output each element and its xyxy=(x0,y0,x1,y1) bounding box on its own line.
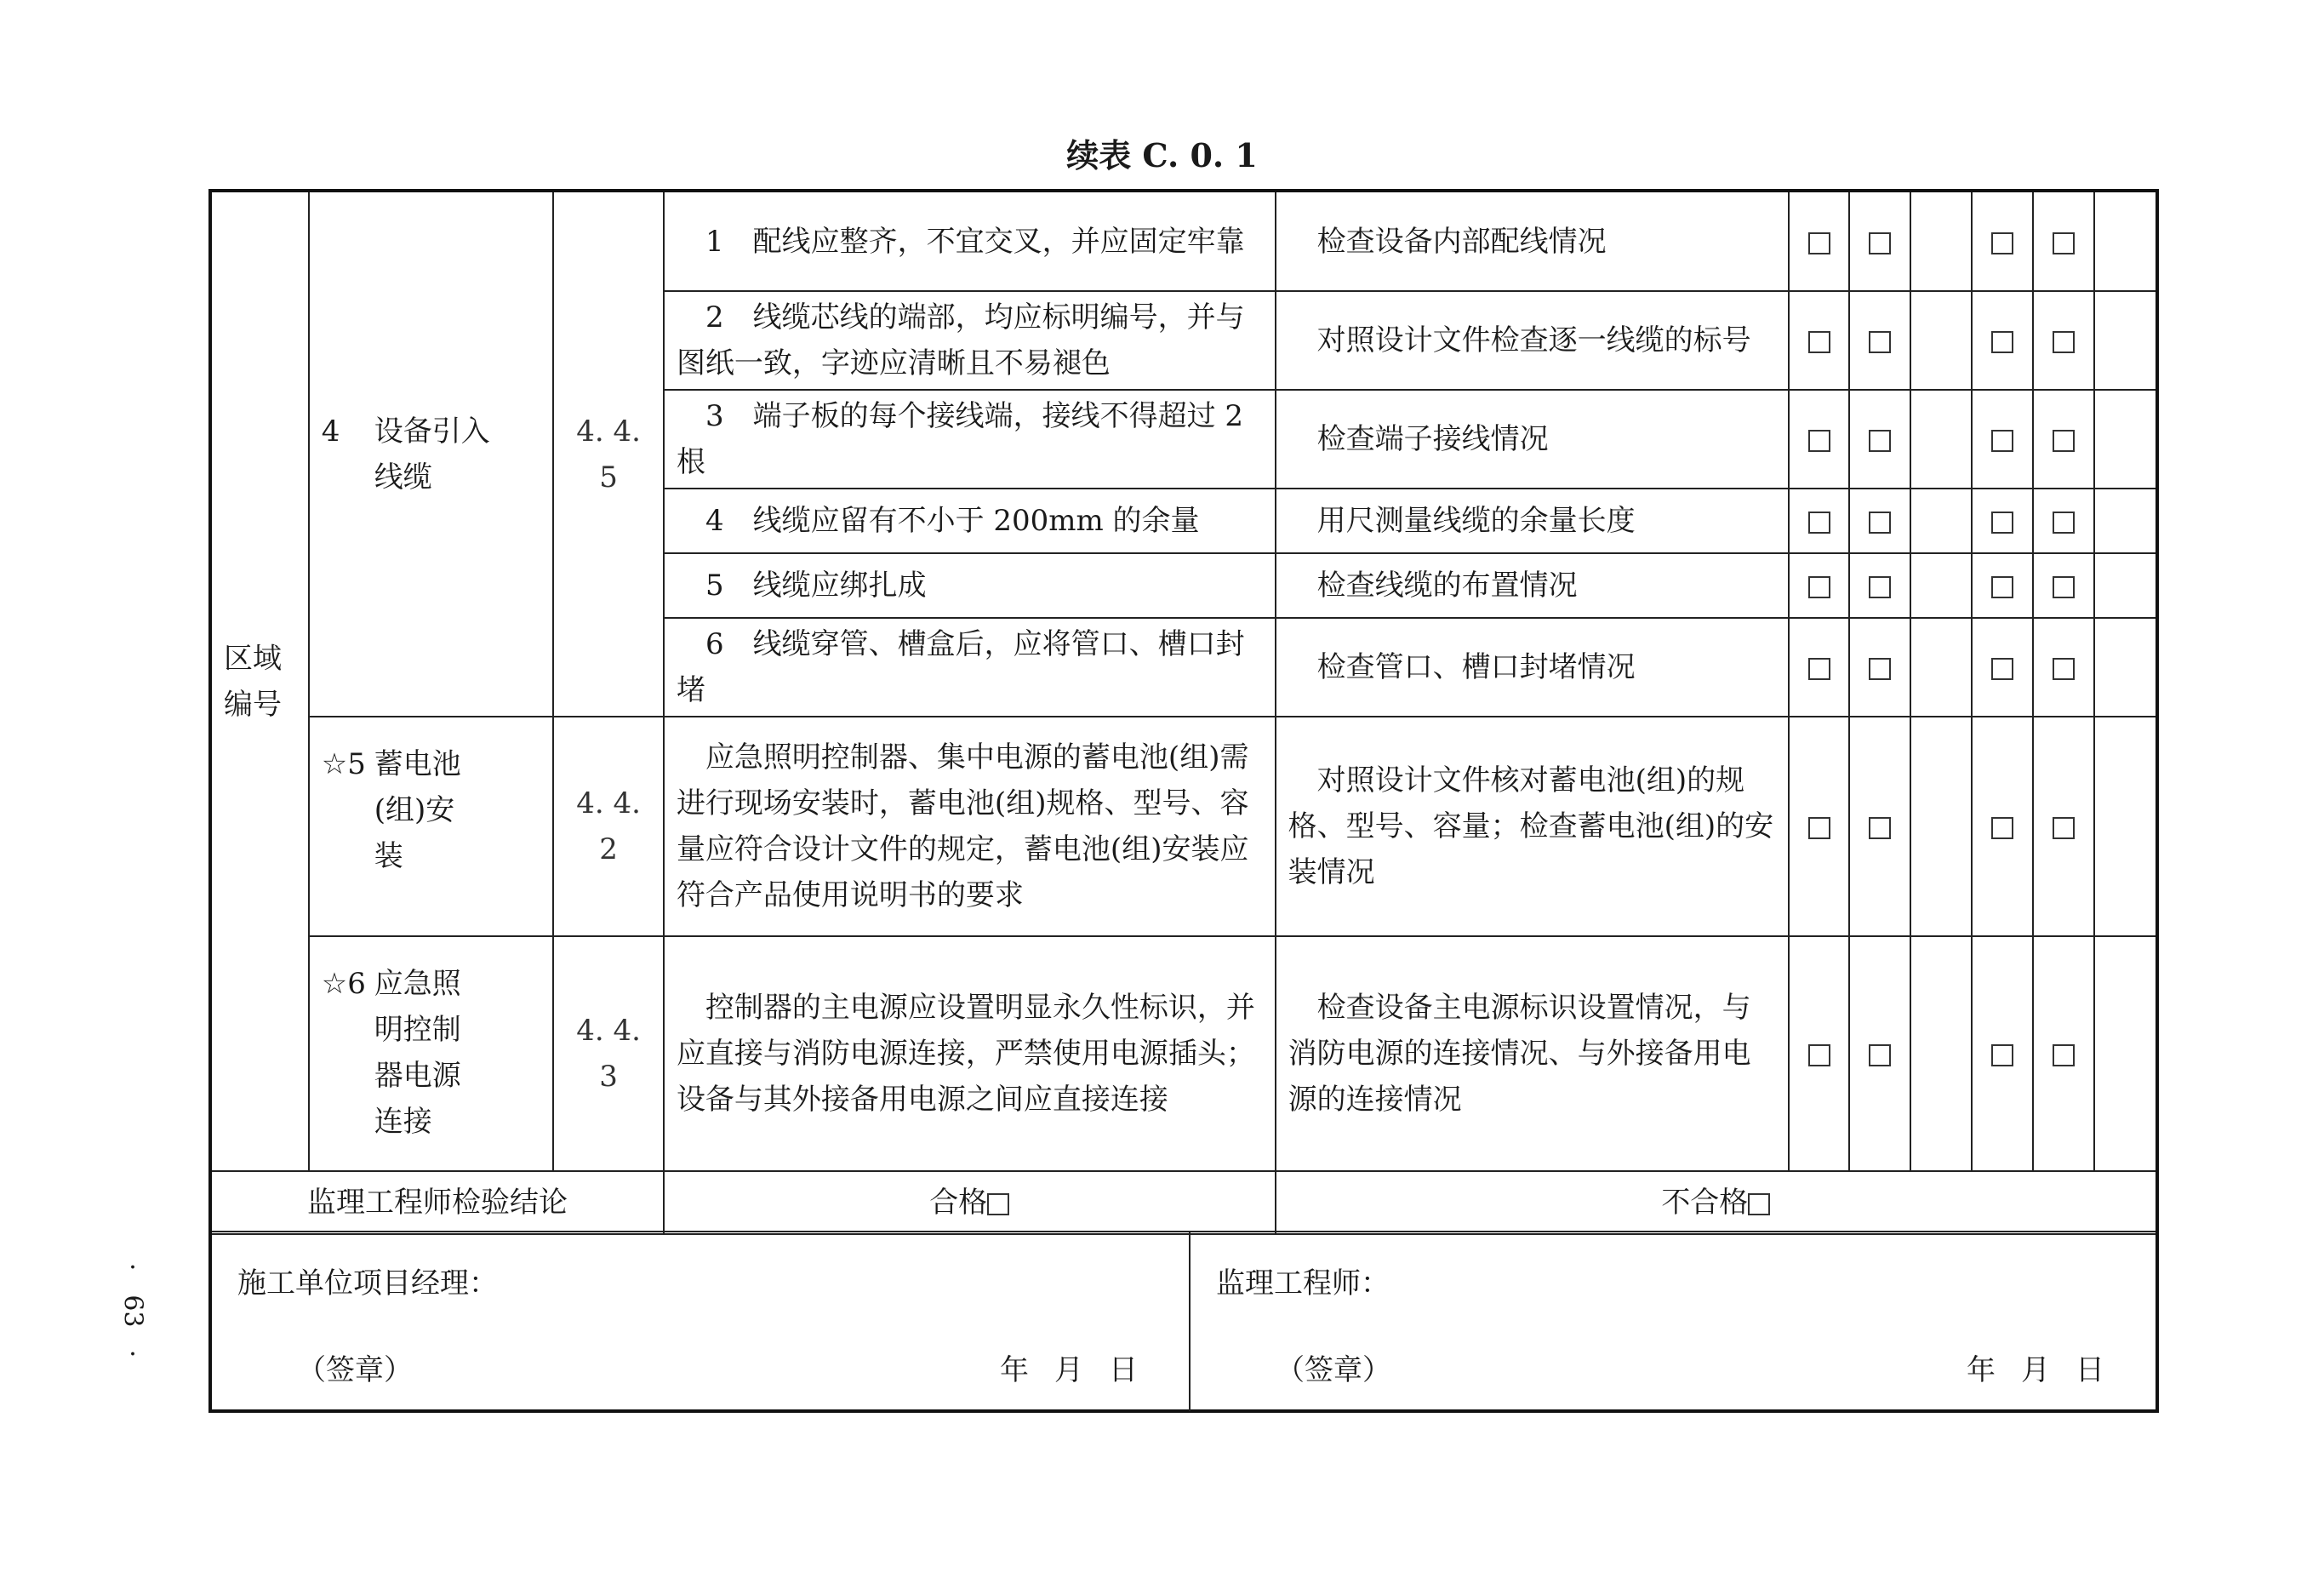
checkbox-icon[interactable] xyxy=(1808,658,1830,680)
checkbox-icon[interactable] xyxy=(1869,512,1891,534)
result-cell xyxy=(2094,291,2156,390)
inspection-method: 检查设备内部配线情况 xyxy=(1276,192,1789,291)
result-cell xyxy=(2094,936,2156,1171)
result-cell[interactable] xyxy=(1849,553,1910,618)
check-item-number: ☆5 xyxy=(321,747,366,781)
requirement-text: 6 线缆穿管、槽盒后，应将管口、槽口封堵 xyxy=(664,618,1276,717)
checkbox-icon[interactable] xyxy=(2053,1044,2075,1066)
checkbox-icon[interactable] xyxy=(1991,576,2013,598)
contractor-date-label: 年月日 xyxy=(1000,1353,1163,1387)
result-cell[interactable] xyxy=(1972,390,2033,489)
result-cell[interactable] xyxy=(1972,553,2033,618)
checkbox-icon[interactable] xyxy=(1991,430,2013,452)
result-cell[interactable] xyxy=(1789,390,1850,489)
checkbox-icon[interactable] xyxy=(1991,817,2013,839)
check-item-title: 蓄电池 (组)安 装 xyxy=(374,747,461,873)
checkbox-icon[interactable] xyxy=(1869,817,1891,839)
result-cell[interactable] xyxy=(1972,618,2033,717)
checkbox-icon[interactable] xyxy=(1869,576,1891,598)
page-number: 63 xyxy=(117,1295,148,1328)
checkbox-icon[interactable] xyxy=(1808,512,1830,534)
requirement-text: 控制器的主电源应设置明显永久性标识，并应直接与消防电源连接，严禁使用电源插头；设备与其外接备用电源之间应直接连接 xyxy=(664,936,1276,1171)
result-cell xyxy=(1910,291,1972,390)
fail-option[interactable] xyxy=(1276,1171,2156,1234)
supervisor-label: 监理工程师： xyxy=(1216,1266,1390,1300)
clause-number: 4. 4. 5 xyxy=(553,192,664,717)
requirement-text: 3 端子板的每个接线端，接线不得超过 2 根 xyxy=(664,390,1276,489)
table-row xyxy=(212,717,2156,936)
inspection-method: 对照设计文件核对蓄电池(组)的规格、型号、容量；检查蓄电池(组)的安装情况 xyxy=(1276,717,1789,936)
result-cell[interactable] xyxy=(2033,390,2094,489)
checkbox-icon[interactable] xyxy=(2053,512,2075,534)
result-cell[interactable] xyxy=(2033,936,2094,1171)
result-cell xyxy=(2094,553,2156,618)
conclusion-row xyxy=(212,1171,2156,1234)
contractor-signature-block xyxy=(212,1232,1191,1411)
result-cell xyxy=(2094,489,2156,553)
result-cell[interactable] xyxy=(1789,553,1850,618)
checkbox-icon[interactable] xyxy=(2053,331,2075,353)
result-cell[interactable] xyxy=(2033,553,2094,618)
result-cell xyxy=(1910,553,1972,618)
requirement-text: 应急照明控制器、集中电源的蓄电池(组)需进行现场安装时，蓄电池(组)规格、型号、容量应符合设计文件的规定，蓄电池(组)安装应符合产品使用说明书的要求 xyxy=(664,717,1276,936)
inspection-method: 对照设计文件检查逐一线缆的标号 xyxy=(1276,291,1789,390)
fail-label: 不合格 xyxy=(1661,1186,1749,1220)
result-cell[interactable] xyxy=(1972,192,2033,291)
check-item-title: 设备引入 线缆 xyxy=(374,414,490,494)
check-item-name-wrap xyxy=(322,741,540,879)
result-cell[interactable] xyxy=(1972,717,2033,936)
result-cell xyxy=(2094,717,2156,936)
inspection-form xyxy=(208,189,2159,1413)
checkbox-icon[interactable] xyxy=(1991,658,2013,680)
supervisor-date-label: 年月日 xyxy=(1967,1353,2130,1387)
result-cell[interactable] xyxy=(1972,291,2033,390)
result-cell[interactable] xyxy=(2033,192,2094,291)
check-item-name xyxy=(309,936,553,1171)
supervisor-signature-block xyxy=(1191,1232,2156,1411)
page-dot-top: · xyxy=(128,1253,137,1283)
result-cell xyxy=(1910,618,1972,717)
checkbox-icon[interactable] xyxy=(1808,430,1830,452)
table-caption: 续表 C. 0. 1 xyxy=(1066,136,1258,174)
result-cell[interactable] xyxy=(1789,936,1850,1171)
requirement-text: 4 线缆应留有不小于 200mm 的余量 xyxy=(664,489,1276,553)
result-cell xyxy=(2094,618,2156,717)
table-row xyxy=(212,936,2156,1171)
result-cell[interactable] xyxy=(1849,291,1910,390)
result-cell[interactable] xyxy=(1972,489,2033,553)
result-cell[interactable] xyxy=(1789,192,1850,291)
signature-row xyxy=(212,1231,2156,1413)
result-cell[interactable] xyxy=(1789,489,1850,553)
pass-label: 合格 xyxy=(929,1186,988,1220)
contractor-manager-label: 施工单位项目经理： xyxy=(237,1266,498,1300)
checkbox-icon[interactable] xyxy=(1808,232,1830,254)
checkbox-icon[interactable] xyxy=(2053,817,2075,839)
checkbox-icon[interactable] xyxy=(1869,232,1891,254)
clause-number: 4. 4. 2 xyxy=(553,717,664,936)
result-cell[interactable] xyxy=(1849,489,1910,553)
page-dot-bottom: · xyxy=(128,1340,137,1369)
contractor-seal-label: （签章） xyxy=(297,1353,413,1387)
result-cell xyxy=(1910,390,1972,489)
result-cell xyxy=(2094,390,2156,489)
check-item-name-wrap xyxy=(322,409,540,500)
result-cell[interactable] xyxy=(1789,717,1850,936)
checkbox-icon[interactable] xyxy=(1991,232,2013,254)
checkbox-icon[interactable] xyxy=(1991,512,2013,534)
result-cell xyxy=(1910,489,1972,553)
checkbox-icon[interactable] xyxy=(1808,817,1830,839)
checkbox-icon[interactable] xyxy=(2053,576,2075,598)
checkbox-icon[interactable] xyxy=(2053,430,2075,452)
result-cell[interactable] xyxy=(1849,390,1910,489)
checkbox-icon[interactable] xyxy=(1991,1044,2013,1066)
pass-option[interactable] xyxy=(664,1171,1276,1234)
result-cell xyxy=(2094,192,2156,291)
checkbox-icon[interactable] xyxy=(2053,658,2075,680)
checkbox-icon[interactable] xyxy=(1869,430,1891,452)
fail-checkbox-icon[interactable] xyxy=(1748,1193,1770,1215)
inspection-method: 检查线缆的布置情况 xyxy=(1276,553,1789,618)
region-number-label: 区域 编号 xyxy=(212,192,309,1171)
check-item-name-wrap xyxy=(322,961,540,1145)
conclusion-label: 监理工程师检验结论 xyxy=(212,1171,664,1234)
requirement-text: 2 线缆芯线的端部，均应标明编号，并与图纸一致，字迹应清晰且不易褪色 xyxy=(664,291,1276,390)
check-item-number: ☆6 xyxy=(321,967,366,1001)
checkbox-icon[interactable] xyxy=(1869,658,1891,680)
check-item-number: 4 xyxy=(321,414,340,449)
inspection-method: 检查端子接线情况 xyxy=(1276,390,1789,489)
result-cell[interactable] xyxy=(2033,489,2094,553)
result-cell[interactable] xyxy=(1972,936,2033,1171)
requirement-text: 1 配线应整齐，不宜交叉，并应固定牢靠 xyxy=(664,192,1276,291)
requirement-text: 5 线缆应绑扎成 xyxy=(664,553,1276,618)
check-item-name xyxy=(309,192,553,717)
supervisor-seal-label: （签章） xyxy=(1276,1353,1391,1387)
result-cell[interactable] xyxy=(1789,618,1850,717)
inspection-method: 检查管口、槽口封堵情况 xyxy=(1276,618,1789,717)
checkbox-icon[interactable] xyxy=(1991,331,2013,353)
result-cell[interactable] xyxy=(2033,618,2094,717)
inspection-table xyxy=(212,192,2156,1235)
checkbox-icon[interactable] xyxy=(1869,331,1891,353)
result-cell xyxy=(1910,936,1972,1171)
result-cell[interactable] xyxy=(1789,291,1850,390)
result-cell[interactable] xyxy=(1849,717,1910,936)
result-cell[interactable] xyxy=(1849,936,1910,1171)
check-item-title: 应急照 明控制 器电源 连接 xyxy=(374,967,461,1139)
result-cell[interactable] xyxy=(2033,717,2094,936)
result-cell xyxy=(1910,192,1972,291)
inspection-method: 用尺测量线缆的余量长度 xyxy=(1276,489,1789,553)
checkbox-icon[interactable] xyxy=(1808,576,1830,598)
inspection-method: 检查设备主电源标识设置情况，与消防电源的连接情况、与外接备用电源的连接情况 xyxy=(1276,936,1789,1171)
checkbox-icon[interactable] xyxy=(1808,1044,1830,1066)
result-cell[interactable] xyxy=(1849,618,1910,717)
result-cell xyxy=(1910,717,1972,936)
result-cell[interactable] xyxy=(1849,192,1910,291)
page-number-column xyxy=(116,1251,150,1371)
checkbox-icon[interactable] xyxy=(1808,331,1830,353)
checkbox-icon[interactable] xyxy=(1869,1044,1891,1066)
table-row xyxy=(212,192,2156,291)
checkbox-icon[interactable] xyxy=(2053,232,2075,254)
pass-checkbox-icon[interactable] xyxy=(987,1193,1009,1215)
clause-number: 4. 4. 3 xyxy=(553,936,664,1171)
check-item-name xyxy=(309,717,553,936)
result-cell[interactable] xyxy=(2033,291,2094,390)
